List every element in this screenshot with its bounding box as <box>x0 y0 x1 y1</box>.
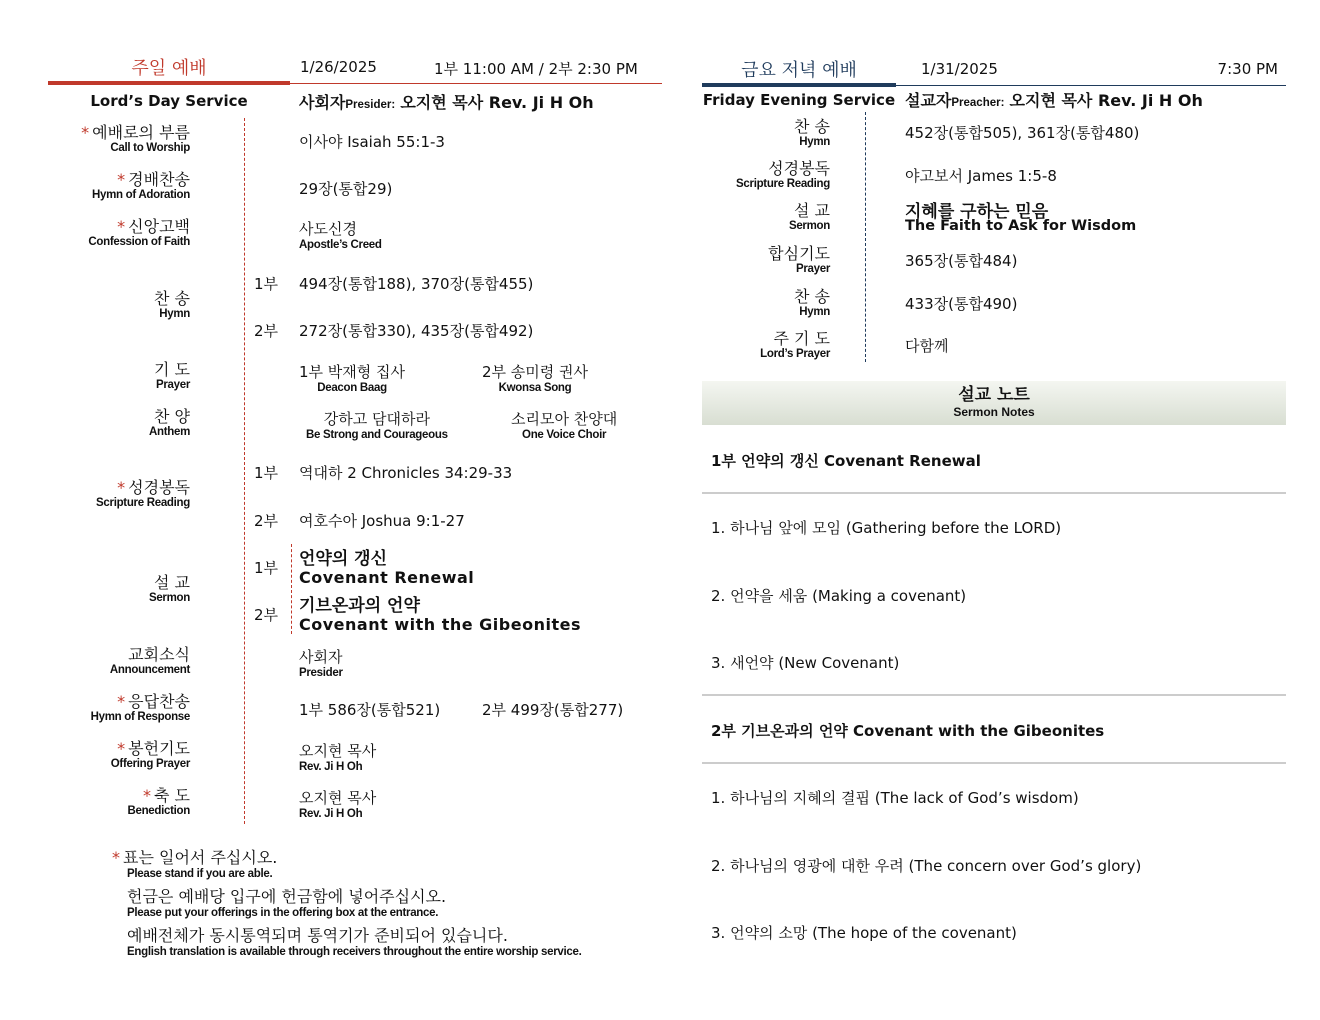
sermon-notes-title-en: Sermon Notes <box>953 405 1035 419</box>
anthem-title: 강하고 담대하라 Be Strong and Courageous <box>306 410 448 441</box>
label-sermon: 설 교 Sermon <box>148 573 190 604</box>
friday-label-hymn1: 찬 송 Hymn <box>794 117 830 148</box>
hymn-part1-label: 1부 <box>254 275 279 293</box>
friday-preacher <box>905 88 1203 111</box>
value-call-to-worship: 이사야 Isaiah 55:1-3 <box>299 133 445 151</box>
notes-point: 1. 하나님 앞에 모임 (Gathering before the LORD) <box>711 519 1062 537</box>
sunday-divider <box>244 118 245 824</box>
value-benediction: 오지현 목사 Rev. Ji H Oh <box>299 789 377 820</box>
label-call-to-worship: * 예배로의 부름 Call to Worship <box>81 123 190 154</box>
prayer-part1: 1부 박재형 집사 Deacon Baag <box>299 363 406 394</box>
sermon-divider <box>291 544 292 634</box>
hymn-part2-value: 272장(통합330), 435장(통합492) <box>299 322 534 340</box>
friday-label-hymn2: 찬 송 Hymn <box>794 287 830 318</box>
anthem-choir: 소리모아 찬양대 One Voice Choir <box>511 410 618 441</box>
sermon-part2-label: 2부 <box>254 606 279 624</box>
friday-title-ko: 금요 저녁 예배 <box>741 60 857 81</box>
label-confession: * 신앙고백 Confession of Faith <box>88 217 190 248</box>
notes-rule <box>702 492 1286 494</box>
sermon-part2-en: Covenant with the Gibeonites <box>299 615 581 634</box>
prayer-part2: 2부 송미령 권사 Kwonsa Song <box>482 363 589 394</box>
notes-point: 3. 언약의 소망 (The hope of the covenant) <box>711 924 1017 942</box>
friday-label-prayer: 합심기도 Prayer <box>768 244 830 275</box>
friday-divider <box>865 112 866 362</box>
notes-point: 3. 새언약 (New Covenant) <box>711 654 900 672</box>
sermon-notes-band <box>702 381 1286 425</box>
note-offering: 헌금은 예배당 입구에 헌금함에 넣어주십시오. Please put your offerings in the offering box at the entrance. <box>127 887 447 919</box>
friday-label-lords-prayer: 주 기 도 Lord’s Prayer <box>760 329 830 360</box>
label-anthem: 찬 양 Anthem <box>148 407 190 438</box>
value-confession: 사도신경 Apostle’s Creed <box>299 220 382 251</box>
sermon-notes-title-ko: 설교 노트 <box>958 385 1030 405</box>
friday-value-hymn2: 433장(통합490) <box>905 295 1018 313</box>
hymn-part2-label: 2부 <box>254 322 279 340</box>
sunday-title-ko: 주일 예배 <box>131 58 207 79</box>
notes-rule <box>702 694 1286 696</box>
sunday-title-en: Lord’s Day Service <box>90 92 248 110</box>
friday-label-sermon: 설 교 Sermon <box>788 201 830 232</box>
label-hymn: 찬 송 Hymn <box>154 289 190 320</box>
friday-value-lords-prayer: 다함께 <box>905 337 949 355</box>
notes-point: 2. 언약을 세움 (Making a covenant) <box>711 587 967 605</box>
hymn-response-part2: 2부 499장(통합277) <box>482 701 624 719</box>
scripture-part1-value: 역대하 2 Chronicles 34:29-33 <box>299 464 513 482</box>
label-offering-prayer: * 봉헌기도 Offering Prayer <box>110 739 190 770</box>
value-announcement: 사회자 Presider <box>299 648 343 679</box>
friday-header-rule <box>896 85 1286 86</box>
friday-sermon-ko: 지혜를 구하는 믿음 <box>905 202 1049 222</box>
label-announcement: 교회소식 Announcement <box>109 645 190 676</box>
hymn-part1-value: 494장(통합188), 370장(통합455) <box>299 275 534 293</box>
label-prayer: 기 도 Prayer <box>154 360 190 391</box>
friday-date: 1/31/2025 <box>921 60 998 78</box>
friday-time: 7:30 PM <box>1217 60 1278 78</box>
friday-accent-bar <box>702 83 896 87</box>
notes-rule <box>702 762 1286 764</box>
label-hymn-response: * 응답찬송 Hymn of Response <box>90 692 190 723</box>
friday-title-en: Friday Evening Service <box>702 91 896 109</box>
label-scripture: * 성경봉독 Scripture Reading <box>96 478 190 509</box>
note-stand: * 표는 일어서 주십시오. Please stand if you are able. <box>112 848 278 880</box>
friday-value-scripture: 야고보서 James 1:5-8 <box>905 167 1057 185</box>
sunday-accent-bar <box>48 81 290 85</box>
preacher-label-ko: 설교자 <box>905 91 952 110</box>
label-benediction: * 축 도 Benediction <box>127 786 190 817</box>
sermon-part1-label: 1부 <box>254 559 279 577</box>
friday-label-scripture: 성경봉독 Scripture Reading <box>736 159 830 190</box>
notes-point: 1. 하나님의 지혜의 결핍 (The lack of God’s wisdom) <box>711 789 1079 807</box>
sunday-header-rule <box>290 83 662 84</box>
friday-sermon-en: The Faith to Ask for Wisdom <box>905 218 1137 234</box>
notes-point: 2. 하나님의 영광에 대한 우려 (The concern over God’s glory) <box>711 857 1142 875</box>
sunday-presider <box>299 90 594 113</box>
presider-label-en: Presider: <box>345 99 396 111</box>
notes-heading-1: 1부 언약의 갱신 Covenant Renewal <box>711 452 981 470</box>
note-translation: 예배전체가 동시통역되며 통역기가 준비되어 있습니다. English translation is available through receivers throughout the entire worship service. <box>127 926 582 958</box>
scripture-part2-label: 2부 <box>254 512 279 530</box>
presider-label-ko: 사회자 <box>299 93 346 112</box>
value-offering-prayer: 오지현 목사 Rev. Ji H Oh <box>299 742 377 773</box>
presider-name: 오지현 목사 Rev. Ji H Oh <box>400 93 594 112</box>
sermon-part1-ko: 언약의 갱신 <box>299 549 388 569</box>
scripture-part2-value: 여호수아 Joshua 9:1-27 <box>299 512 465 530</box>
friday-value-prayer: 365장(통합484) <box>905 252 1018 270</box>
sermon-part1-en: Covenant Renewal <box>299 568 475 587</box>
hymn-response-part1: 1부 586장(통합521) <box>299 701 441 719</box>
sermon-part2-ko: 기브온과의 언약 <box>299 596 420 616</box>
scripture-part1-label: 1부 <box>254 464 279 482</box>
value-hymn-adoration: 29장(통합29) <box>299 180 393 198</box>
sunday-time: 1부 11:00 AM / 2부 2:30 PM <box>434 60 638 78</box>
label-hymn-adoration: * 경배찬송 Hymn of Adoration <box>92 170 190 201</box>
preacher-label-en: Preacher: <box>951 97 1005 109</box>
notes-heading-2: 2부 기브온과의 언약 Covenant with the Gibeonites <box>711 722 1105 740</box>
friday-value-hymn1: 452장(통합505), 361장(통합480) <box>905 124 1140 142</box>
sunday-date: 1/26/2025 <box>300 58 377 76</box>
preacher-name: 오지현 목사 Rev. Ji H Oh <box>1009 91 1203 110</box>
